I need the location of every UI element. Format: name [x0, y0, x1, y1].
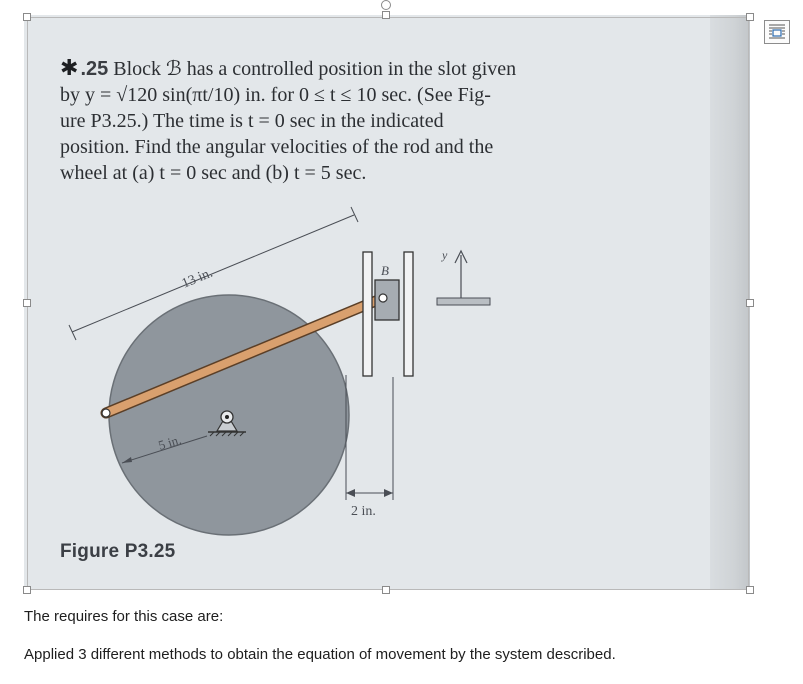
- problem-number: .25: [80, 58, 109, 80]
- block-label: B: [381, 263, 389, 278]
- y-axis-label: y: [442, 248, 448, 262]
- document-paragraph-2[interactable]: Applied 3 different methods to obtain the equation of movement by the system described.: [24, 646, 616, 663]
- y-axis-ground: [437, 298, 490, 305]
- rotate-handle-icon[interactable]: [381, 0, 391, 10]
- rod-length-label: 13 in.: [179, 265, 215, 292]
- slot-offset-label: 2 in.: [351, 504, 376, 519]
- slot-left-wall: [363, 252, 372, 376]
- problem-line-3: ure P3.25.) The time is t = 0 sec in the indicated: [60, 110, 444, 132]
- block-pin: [379, 294, 387, 302]
- resize-handle-bottom-left[interactable]: [23, 586, 31, 594]
- problem-line-1-text: Block ℬ has a controlled position in the slot given: [113, 58, 517, 80]
- resize-handle-left[interactable]: [23, 299, 31, 307]
- mechanism-figure: [24, 15, 750, 590]
- star-icon: ✱: [60, 55, 79, 80]
- resize-handle-right[interactable]: [746, 299, 754, 307]
- resize-handle-top-right[interactable]: [746, 13, 754, 21]
- resize-handle-top[interactable]: [382, 11, 390, 19]
- figure-caption: Figure P3.25: [60, 541, 176, 562]
- rod-wheel-pin: [102, 409, 110, 417]
- layout-options-button[interactable]: [764, 20, 790, 44]
- problem-line-5: wheel at (a) t = 0 sec and (b) t = 5 sec.: [60, 162, 367, 184]
- resize-handle-bottom[interactable]: [382, 586, 390, 594]
- layout-options-icon: [765, 21, 789, 43]
- document-paragraph-1[interactable]: The requires for this case are:: [24, 608, 224, 625]
- slot-right-wall: [404, 252, 413, 376]
- problem-line-4: position. Find the angular velocities of the rod and the: [60, 136, 494, 158]
- problem-line-2: by y = √120 sin(πt/10) in. for 0 ≤ t ≤ 10 sec. (See Fig-: [60, 84, 491, 106]
- radius-label: 5 in.: [156, 431, 183, 453]
- resize-handle-bottom-right[interactable]: [746, 586, 754, 594]
- resize-handle-top-left[interactable]: [23, 13, 31, 21]
- problem-image[interactable]: [24, 15, 750, 590]
